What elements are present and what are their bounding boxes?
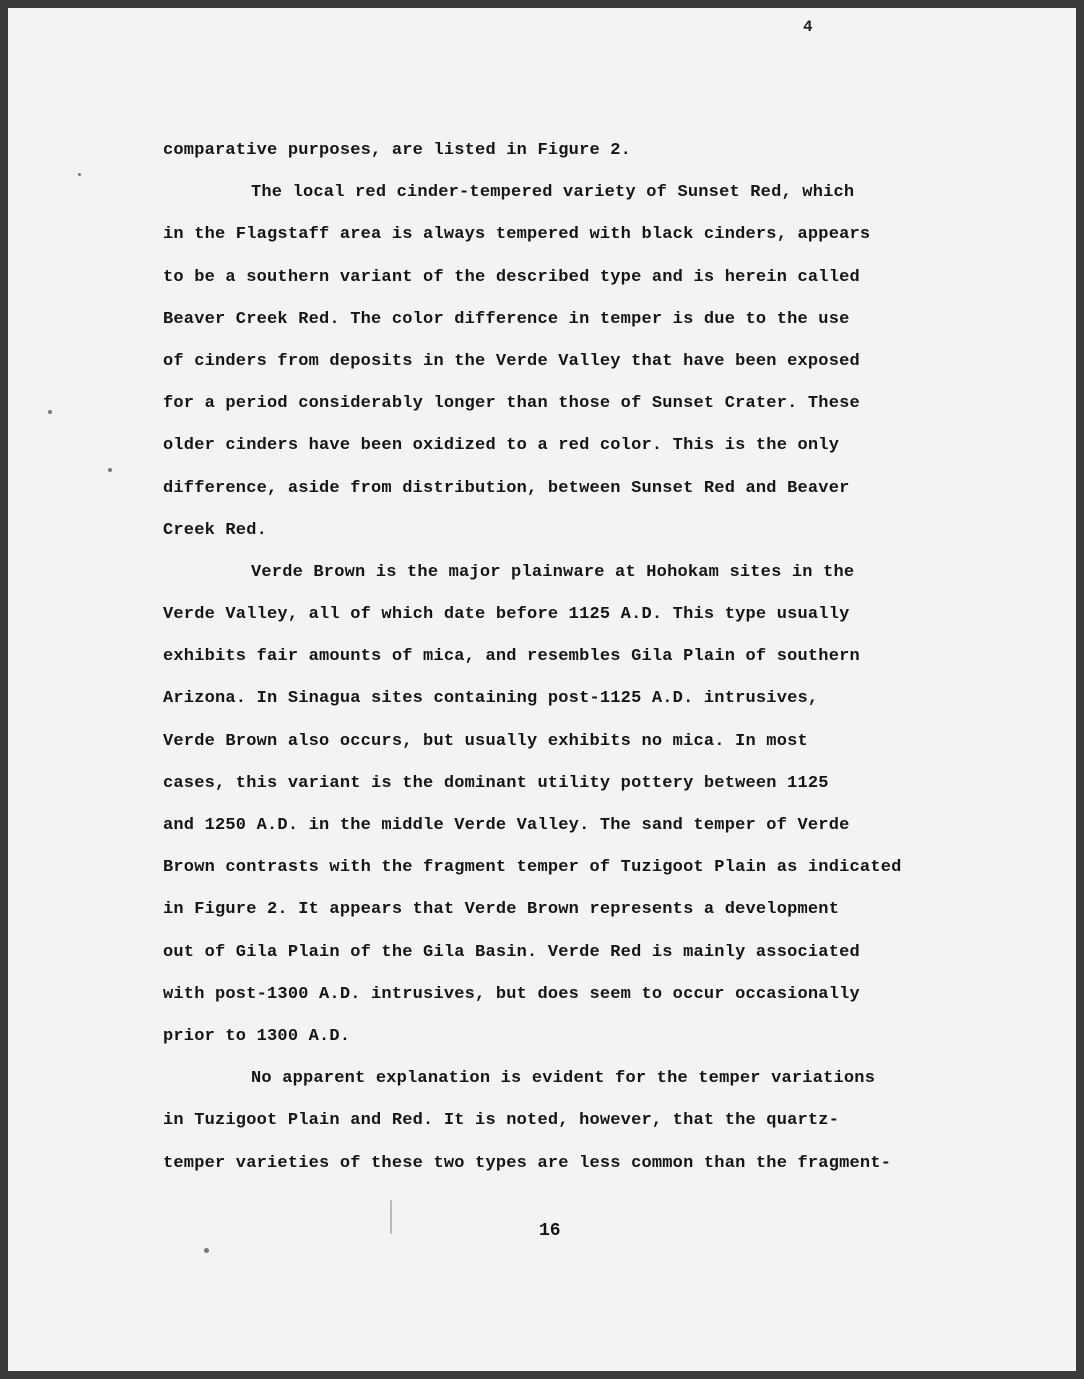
scan-speck [78, 173, 81, 176]
text-line: of cinders from deposits in the Verde Valley that have been exposed [163, 351, 860, 371]
text-line: Arizona. In Sinagua sites containing post-1125 A.D. intrusives, [163, 689, 819, 709]
text-line: in the Flagstaff area is always tempered with black cinders, appears [163, 225, 871, 245]
text-line: comparative purposes, are listed in Figure 2. [163, 141, 632, 160]
text-line: Verde Valley, all of which date before 1125 A.D. This type usually [163, 605, 850, 625]
text-line: temper varieties of these two types are less common than the fragment- [163, 1153, 892, 1173]
text-line: difference, aside from distribution, between Sunset Red and Beaver [163, 478, 850, 498]
text-line: Brown contrasts with the fragment temper of Tuzigoot Plain as indicated [163, 858, 902, 878]
text-line: Verde Brown is the major plainware at Hohokam sites in the [251, 562, 855, 582]
text-line: with post-1300 A.D. intrusives, but does seem to occur occasionally [163, 984, 860, 1004]
text-line: prior to 1300 A.D. [163, 1026, 351, 1046]
text-line: in Tuzigoot Plain and Red. It is noted, however, that the quartz- [163, 1111, 840, 1131]
text-line: cases, this variant is the dominant utility pottery between 1125 [163, 773, 829, 793]
text-line: No apparent explanation is evident for the temper variations [251, 1069, 876, 1089]
text-line: older cinders have been oxidized to a red color. This is the only [163, 436, 840, 456]
scan-speck [108, 468, 112, 472]
scan-speck [204, 1248, 209, 1253]
text-line: in Figure 2. It appears that Verde Brown represents a development [163, 900, 840, 920]
text-line: to be a southern variant of the described type and is herein called [163, 267, 860, 287]
text-line: out of Gila Plain of the Gila Basin. Verde Red is mainly associated [163, 942, 860, 962]
text-line: and 1250 A.D. in the middle Verde Valley. The sand temper of Verde [163, 816, 850, 835]
text-line: Verde Brown also occurs, but usually exhibits no mica. In most [163, 731, 808, 751]
text-line: exhibits fair amounts of mica, and resembles Gila Plain of southern [163, 647, 860, 667]
text-line: Beaver Creek Red. The color difference in temper is due to the use [163, 309, 850, 329]
text-line: Creek Red. [163, 520, 268, 540]
scan-speck [48, 410, 52, 414]
text-line: for a period considerably longer than those of Sunset Crater. These [163, 394, 860, 414]
page-number: 16 [539, 1221, 561, 1241]
text-line: The local red cinder-tempered variety of Sunset Red, which [251, 183, 855, 203]
corner-mark: 4 [803, 18, 813, 36]
scan-speck [390, 1200, 392, 1234]
document-page [8, 8, 1076, 1371]
body-text [163, 130, 953, 1185]
